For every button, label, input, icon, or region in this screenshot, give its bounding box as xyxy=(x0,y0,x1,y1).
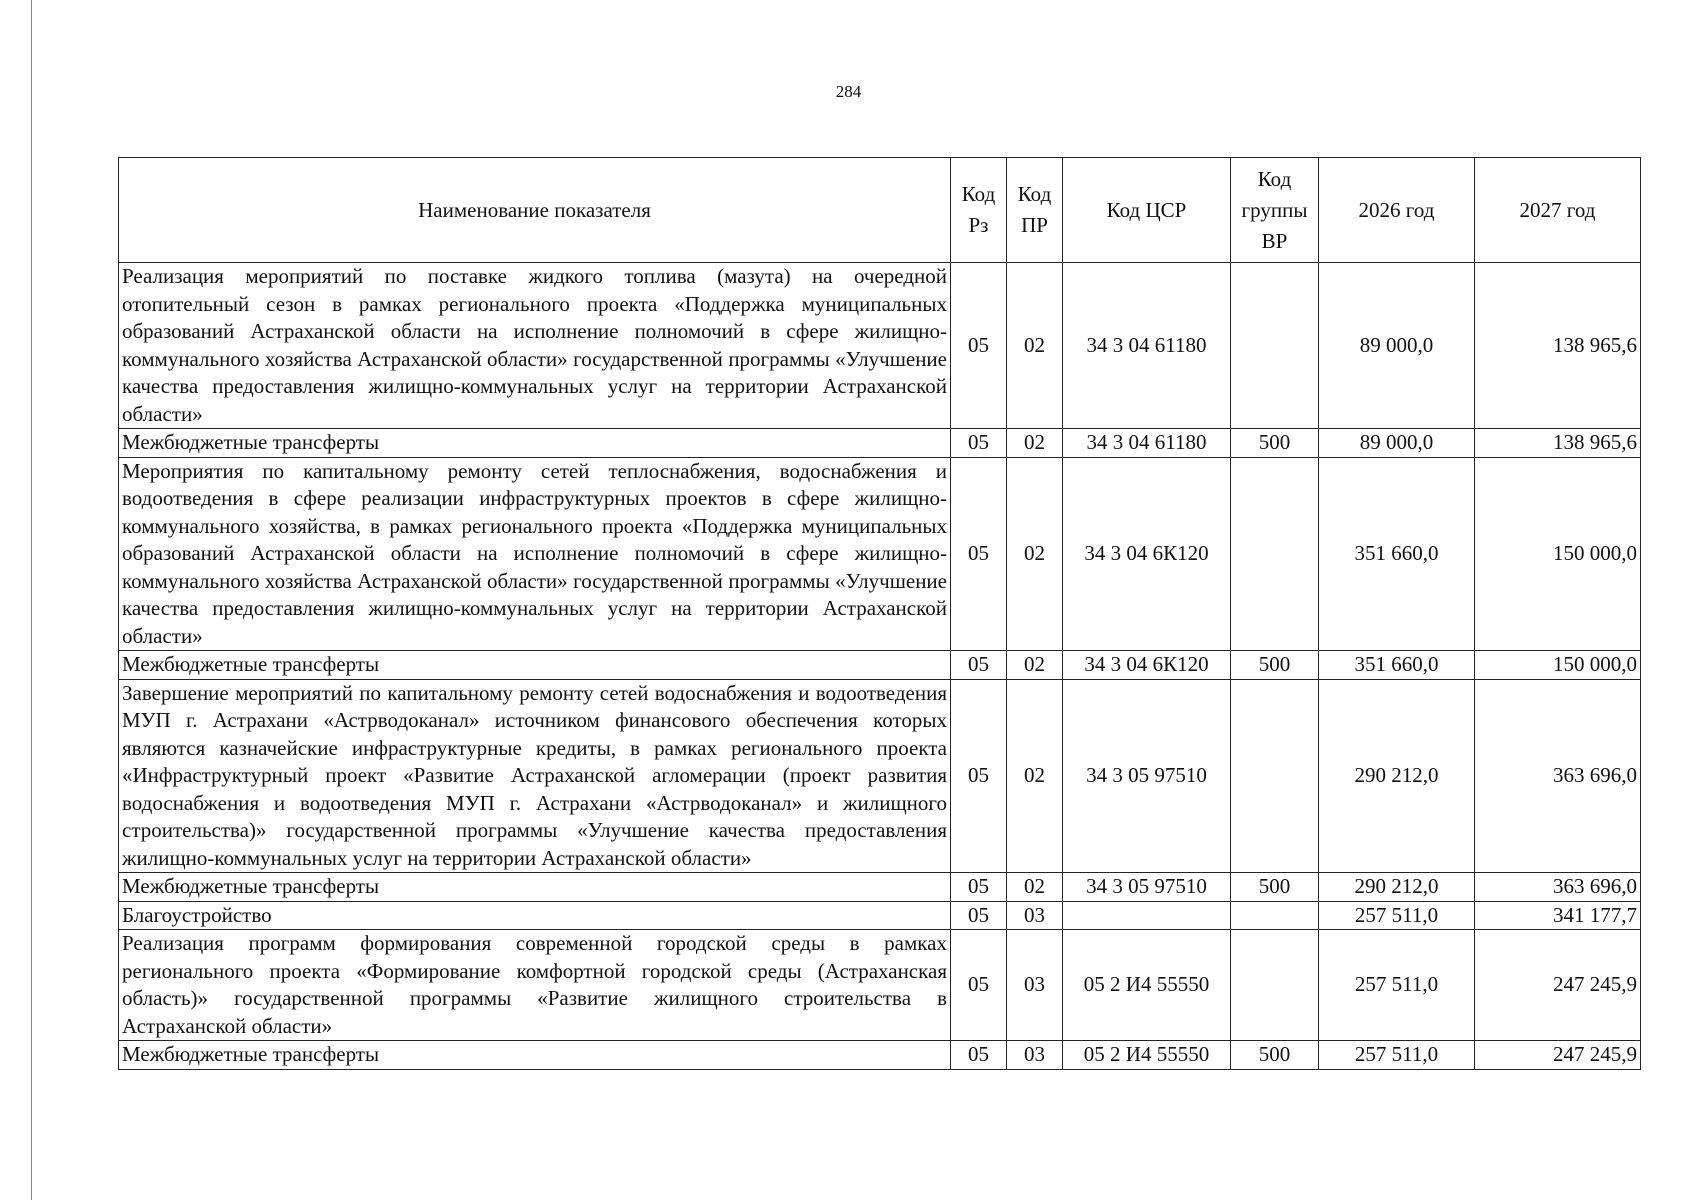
row-vr: 500 xyxy=(1231,1041,1319,1070)
row-pr: 02 xyxy=(1007,457,1063,651)
row-csr xyxy=(1063,901,1231,930)
row-name: Межбюджетные трансферты xyxy=(119,651,951,680)
row-vr: 500 xyxy=(1231,651,1319,680)
table-row xyxy=(119,429,1641,458)
row-name: Реализация программ формирования современной городской среды в рамках регионального проекта «Формирование комфортной городской среды (Астраханская область)» государственной программы «Развитие жилищного строительства в Астраханской области» xyxy=(119,930,951,1041)
row-csr: 34 3 05 97510 xyxy=(1063,679,1231,873)
row-pr: 02 xyxy=(1007,429,1063,458)
row-2027: 247 245,9 xyxy=(1475,1041,1641,1070)
row-vr xyxy=(1231,930,1319,1041)
header-pr: Код ПР xyxy=(1007,158,1063,263)
row-2026: 89 000,0 xyxy=(1319,429,1475,458)
row-pr: 02 xyxy=(1007,263,1063,429)
row-rz: 05 xyxy=(951,429,1007,458)
row-rz: 05 xyxy=(951,873,1007,902)
header-csr: Код ЦСР xyxy=(1063,158,1231,263)
row-name: Мероприятия по капитальному ремонту сетей теплоснабжения, водоснабжения и водоотведения в сфере реализации инфраструктурных проектов в сфере жилищно-коммунального хозяйства, в рамках регионального проекта «Поддержка муниципальных образований Астраханской области на исполнение полномочий в сфере жилищно-коммунального хозяйства Астраханской области» государственной программы «Улучшение качества предоставления жилищно-коммунальных услуг на территории Астраханской области» xyxy=(119,457,951,651)
row-rz: 05 xyxy=(951,930,1007,1041)
row-2026: 351 660,0 xyxy=(1319,457,1475,651)
row-csr: 05 2 И4 55550 xyxy=(1063,1041,1231,1070)
row-pr: 02 xyxy=(1007,679,1063,873)
row-2027: 150 000,0 xyxy=(1475,651,1641,680)
row-2026: 257 511,0 xyxy=(1319,1041,1475,1070)
row-rz: 05 xyxy=(951,457,1007,651)
page-number: 284 xyxy=(835,82,862,101)
row-pr: 03 xyxy=(1007,930,1063,1041)
row-csr: 34 3 04 61180 xyxy=(1063,263,1231,429)
table-row xyxy=(119,651,1641,680)
table-header-row xyxy=(119,158,1641,263)
row-2026: 290 212,0 xyxy=(1319,873,1475,902)
row-2026: 257 511,0 xyxy=(1319,901,1475,930)
table-row xyxy=(119,1041,1641,1070)
row-rz: 05 xyxy=(951,901,1007,930)
header-rz: Код Рз xyxy=(951,158,1007,263)
row-rz: 05 xyxy=(951,1041,1007,1070)
header-2027: 2027 год xyxy=(1475,158,1641,263)
row-csr: 34 3 04 61180 xyxy=(1063,429,1231,458)
row-2027: 138 965,6 xyxy=(1475,263,1641,429)
row-csr: 05 2 И4 55550 xyxy=(1063,930,1231,1041)
row-pr: 03 xyxy=(1007,1041,1063,1070)
budget-table xyxy=(118,157,1641,1070)
row-name: Межбюджетные трансферты xyxy=(119,1041,951,1070)
row-pr: 03 xyxy=(1007,901,1063,930)
row-name: Межбюджетные трансферты xyxy=(119,873,951,902)
row-name: Межбюджетные трансферты xyxy=(119,429,951,458)
row-2027: 363 696,0 xyxy=(1475,873,1641,902)
row-vr xyxy=(1231,679,1319,873)
row-vr xyxy=(1231,901,1319,930)
row-vr: 500 xyxy=(1231,873,1319,902)
row-csr: 34 3 04 6К120 xyxy=(1063,457,1231,651)
table-row xyxy=(119,930,1641,1041)
row-vr xyxy=(1231,457,1319,651)
row-vr: 500 xyxy=(1231,429,1319,458)
row-2027: 247 245,9 xyxy=(1475,930,1641,1041)
table-row xyxy=(119,263,1641,429)
row-2027: 363 696,0 xyxy=(1475,679,1641,873)
row-csr: 34 3 05 97510 xyxy=(1063,873,1231,902)
row-vr xyxy=(1231,263,1319,429)
header-vr: Код группы ВР xyxy=(1231,158,1319,263)
row-name: Благоустройство xyxy=(119,901,951,930)
row-2026: 351 660,0 xyxy=(1319,651,1475,680)
table-row xyxy=(119,679,1641,873)
table-row xyxy=(119,901,1641,930)
row-2026: 257 511,0 xyxy=(1319,930,1475,1041)
row-name: Завершение мероприятий по капитальному ремонту сетей водоснабжения и водоотведения МУП г. Астрахани «Астрводоканал» источником финансового обеспечения которых являются казначейские инфраструктурные кредиты, в рамках регионального проекта «Инфраструктурный проект «Развитие Астраханской агломерации (проект развития водоснабжения и водоотведения МУП г. Астрахани «Астрводоканал» и жилищного строительства)» государственной программы «Улучшение качества предоставления жилищно-коммунальных услуг на территории Астраханской области» xyxy=(119,679,951,873)
row-2026: 89 000,0 xyxy=(1319,263,1475,429)
header-2026: 2026 год xyxy=(1319,158,1475,263)
row-rz: 05 xyxy=(951,263,1007,429)
binding-margin-line xyxy=(31,0,32,1200)
table-row xyxy=(119,873,1641,902)
header-name: Наименование показателя xyxy=(119,158,951,263)
row-2027: 341 177,7 xyxy=(1475,901,1641,930)
row-2027: 138 965,6 xyxy=(1475,429,1641,458)
row-pr: 02 xyxy=(1007,651,1063,680)
row-rz: 05 xyxy=(951,679,1007,873)
row-2026: 290 212,0 xyxy=(1319,679,1475,873)
row-2027: 150 000,0 xyxy=(1475,457,1641,651)
row-rz: 05 xyxy=(951,651,1007,680)
row-pr: 02 xyxy=(1007,873,1063,902)
row-csr: 34 3 04 6К120 xyxy=(1063,651,1231,680)
row-name: Реализация мероприятий по поставке жидкого топлива (мазута) на очередной отопительный сезон в рамках регионального проекта «Поддержка муниципальных образований Астраханской области на исполнение полномочий в сфере жилищно-коммунального хозяйства Астраханской области» государственной программы «Улучшение качества предоставления жилищно-коммунальных услуг на территории Астраханской области» xyxy=(119,263,951,429)
table-row xyxy=(119,457,1641,651)
